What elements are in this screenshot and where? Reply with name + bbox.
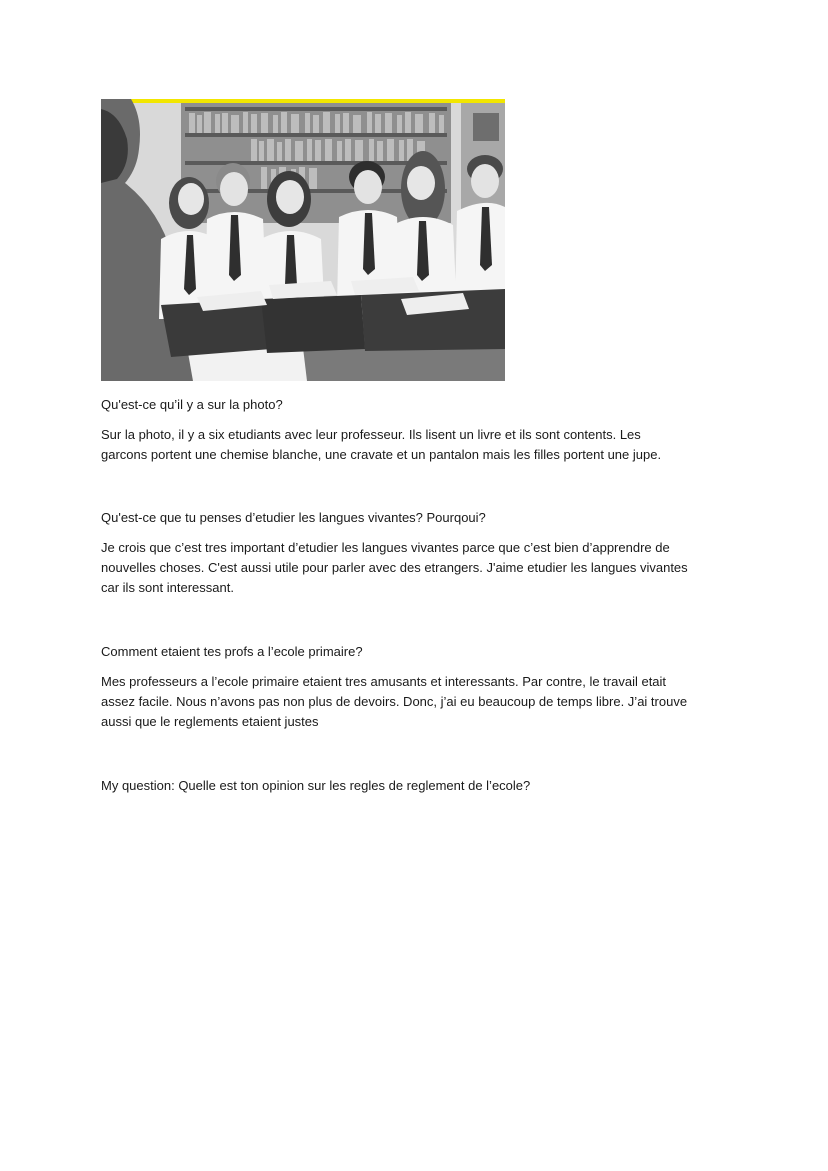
- answer-3-line-2: assez facile. Nous n’avons pas non plus de devoirs. Donc, j’ai eu beaucoup de temps libre. J’ai trouve: [101, 694, 688, 709]
- answer-3: [101, 672, 741, 732]
- section-4: [101, 776, 741, 796]
- answer-2-line-3: car ils sont interessant.: [101, 580, 234, 595]
- section-3: [101, 642, 741, 732]
- question-4: My question: Quelle est ton opinion sur les regles de reglement de l’ecole?: [101, 778, 531, 793]
- answer-2: [101, 538, 741, 598]
- answer-3-line-1: Mes professeurs a l’ecole primaire etaient tres amusants et interessants. Par contre, le travail etait: [101, 674, 667, 689]
- question-2: Qu'est-ce que tu penses d’etudier les langues vivantes? Pourqoui?: [101, 510, 486, 525]
- question-3: Comment etaient tes profs a l’ecole primaire?: [101, 644, 363, 659]
- question-1: Qu'est-ce qu’il y a sur la photo?: [101, 397, 283, 412]
- answer-3-line-3: aussi que le reglements etaient justes: [101, 714, 319, 729]
- answer-2-line-1: Je crois que c’est tres important d’etudier les langues vivantes parce que c’est bien d’apprendre de: [101, 540, 670, 555]
- section-2: [101, 508, 741, 598]
- answer-1: [101, 425, 741, 465]
- answer-1-line-1: Sur la photo, il y a six etudiants avec leur professeur. Ils lisent un livre et ils sont contents. Les: [101, 427, 641, 442]
- answer-1-line-2: garcons portent une chemise blanche, une cravate et un pantalon mais les filles portent une jupe.: [101, 447, 662, 462]
- section-1: [101, 395, 741, 465]
- classroom-photo: [101, 99, 505, 381]
- answer-2-line-2: nouvelles choses. C'est aussi utile pour parler avec des etrangers. J'aime etudier les langues vivantes: [101, 560, 688, 575]
- classroom-photo-drawing: [101, 99, 505, 381]
